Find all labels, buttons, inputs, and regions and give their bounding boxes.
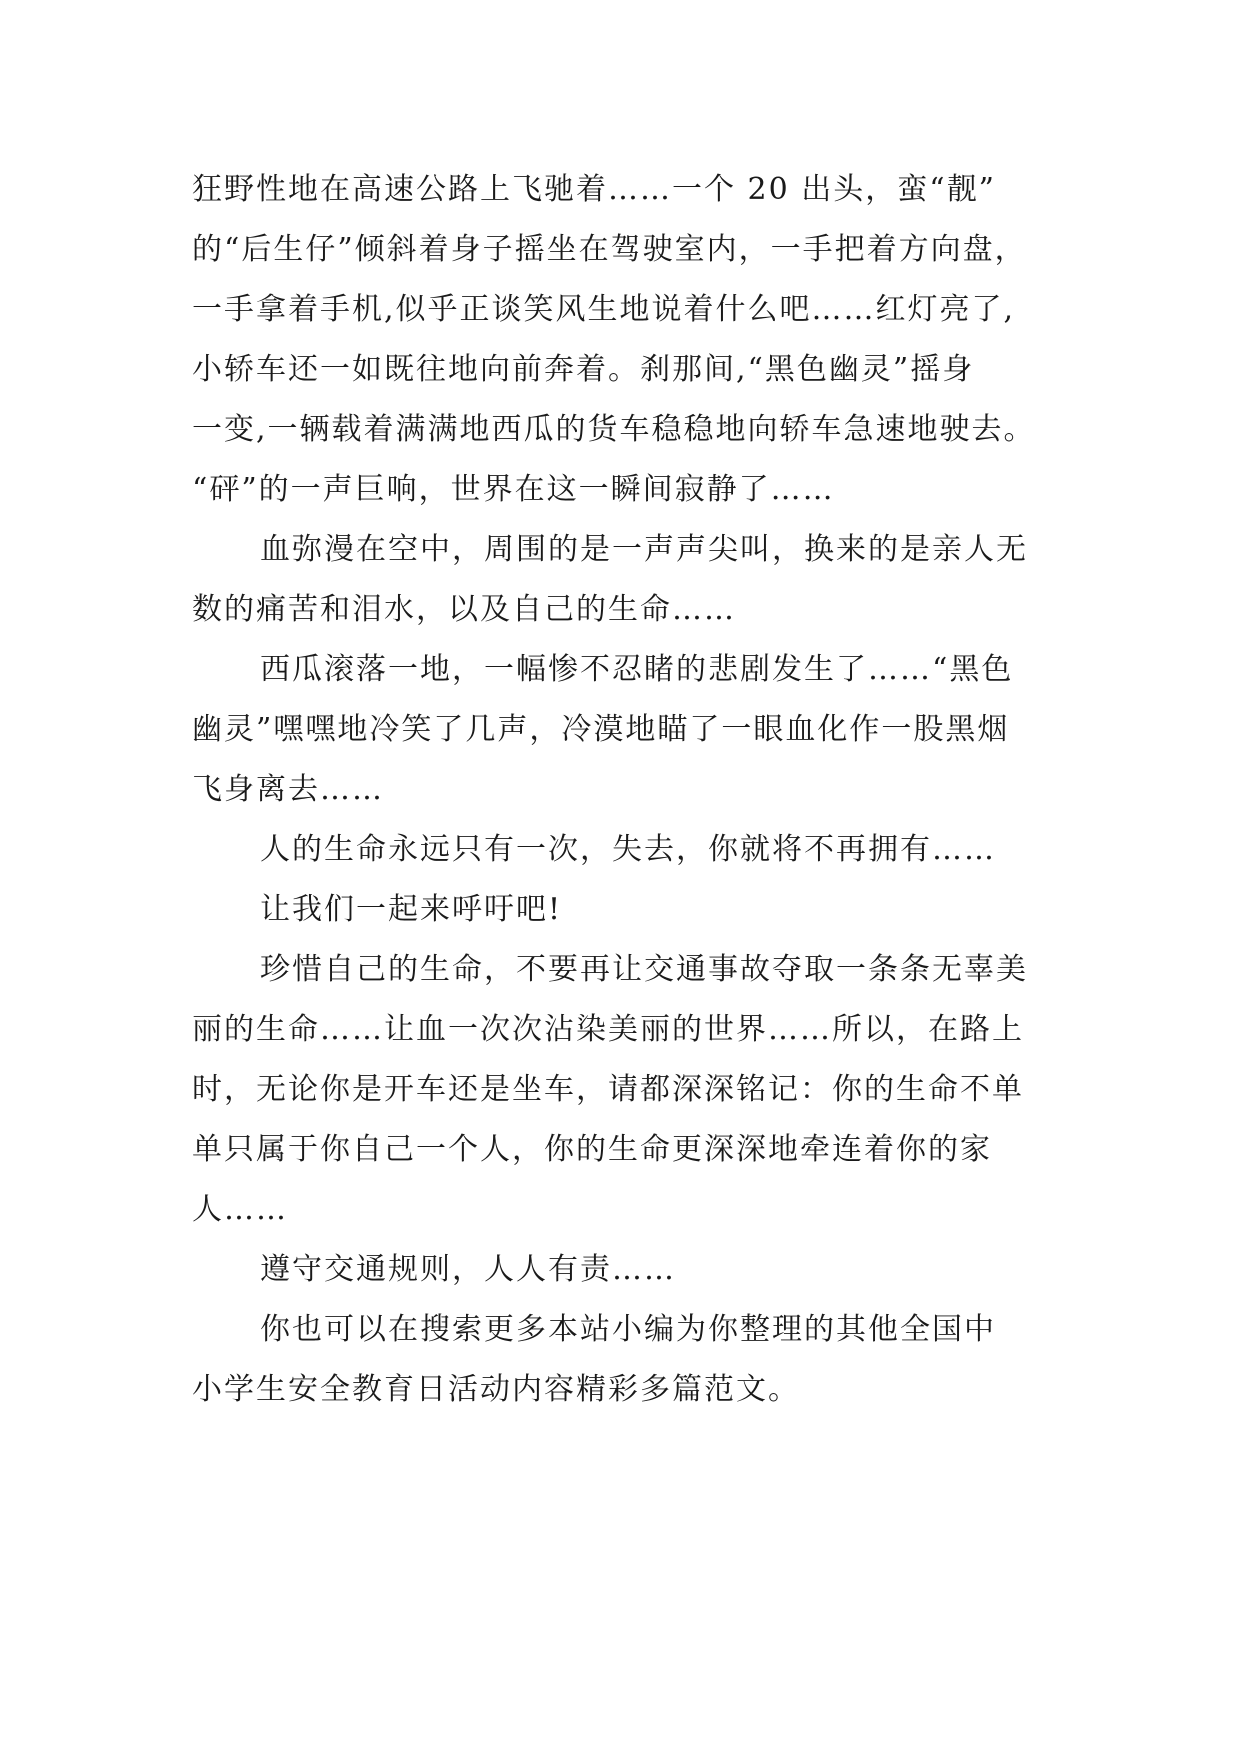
paragraph-first-line: 珍惜自己的生命，不要再让交通事故夺取一条条无辜美 <box>260 952 1028 987</box>
paragraph-first-line: 血弥漫在空中，周围的是一声声尖叫，换来的是亲人无 <box>260 532 1028 567</box>
text-line: 单只属于你自己一个人，你的生命更深深地牵连着你的家 <box>192 1132 992 1167</box>
text-line: 狂野性地在高速公路上飞驰着……一个 20 出头，蛮“靓” <box>192 172 996 207</box>
text-line: 时，无论你是开车还是坐车，请都深深铭记：你的生命不单 <box>192 1072 1024 1107</box>
paragraph-first-line: 西瓜滚落一地，一幅惨不忍睹的悲剧发生了……“黑色 <box>260 652 1014 687</box>
text-line: 一手拿着手机,似乎正谈笑风生地说着什么吧……红灯亮了, <box>192 292 1016 327</box>
text-line: 幽灵”嘿嘿地冷笑了几声，冷漠地瞄了一眼血化作一股黑烟 <box>192 712 1010 747</box>
text-line: 人…… <box>192 1192 288 1227</box>
text-line: 丽的生命……让血一次次沾染美丽的世界……所以，在路上 <box>192 1012 1024 1047</box>
paragraph-first-line: 让我们一起来呼吁吧! <box>260 892 563 927</box>
paragraph-first-line: 你也可以在搜索更多本站小编为你整理的其他全国中 <box>260 1312 996 1347</box>
paragraph-first-line: 遵守交通规则，人人有责…… <box>260 1252 676 1287</box>
document-body <box>192 160 1092 1420</box>
text-line: 小轿车还一如既往地向前奔着。刹那间,“黑色幽灵”摇身 <box>192 352 975 387</box>
text-line: 一变,一辆载着满满地西瓜的货车稳稳地向轿车急速地驶去。 <box>192 412 1036 447</box>
text-line: “砰”的一声巨响，世界在这一瞬间寂静了…… <box>192 472 835 507</box>
text-line: 小学生安全教育日活动内容精彩多篇范文。 <box>192 1372 800 1407</box>
text-line: 的“后生仔”倾斜着身子摇坐在驾驶室内，一手把着方向盘， <box>192 232 1027 267</box>
paragraph-first-line: 人的生命永远只有一次，失去，你就将不再拥有…… <box>260 832 996 867</box>
text-line: 飞身离去…… <box>192 772 384 807</box>
text-line: 数的痛苦和泪水，以及自己的生命…… <box>192 592 736 627</box>
